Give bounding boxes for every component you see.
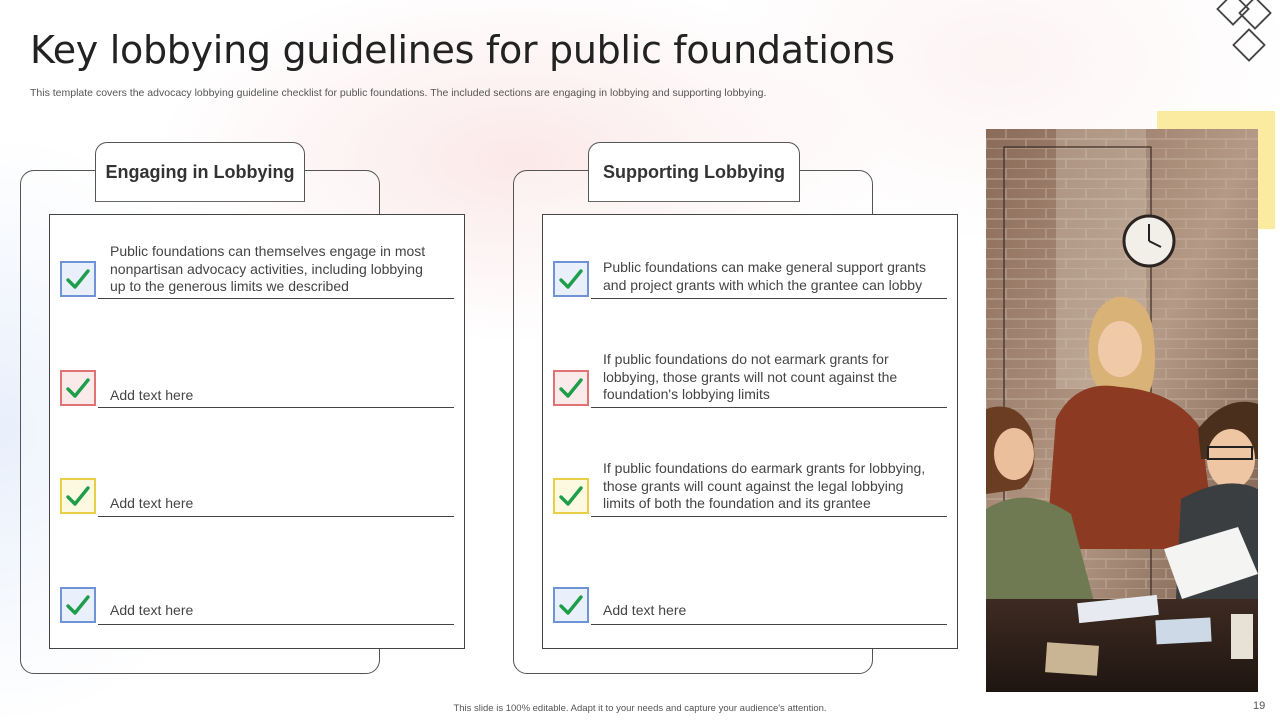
checkbox-left-2[interactable] bbox=[60, 370, 96, 406]
right-item-2-text: If public foundations do not earmark grants for lobbying, those grants will not count against the foundation's lobbying limits bbox=[603, 351, 898, 402]
check-mark-icon bbox=[65, 376, 91, 400]
checkbox-right-1[interactable] bbox=[553, 261, 589, 297]
page-title: Key lobbying guidelines for public foundations bbox=[30, 28, 895, 72]
right-item-1-text: Public foundations can make general support grants and project grants with which the grantee can lobby bbox=[603, 259, 926, 293]
checkbox-left-1[interactable] bbox=[60, 261, 96, 297]
check-mark-icon bbox=[558, 376, 584, 400]
check-mark-icon bbox=[558, 267, 584, 291]
check-mark-icon bbox=[65, 484, 91, 508]
page-subtitle: This template covers the advocacy lobbying guideline checklist for public foundations. The included sections are engaging in lobbying and supporting lobbying. bbox=[30, 87, 767, 99]
right-panel-heading: Supporting Lobbying bbox=[588, 142, 800, 202]
checkbox-right-3[interactable] bbox=[553, 478, 589, 514]
checkbox-left-4[interactable] bbox=[60, 587, 96, 623]
right-item-1-rule bbox=[591, 298, 947, 299]
checkbox-right-4[interactable] bbox=[553, 587, 589, 623]
left-item-3-text: Add text here bbox=[110, 495, 194, 511]
left-item-4-rule bbox=[98, 624, 454, 625]
right-item-4-text: Add text here bbox=[603, 602, 687, 618]
right-item-2-rule bbox=[591, 407, 947, 408]
right-item-3-text: If public foundations do earmark grants for lobbying, those grants will count against the legal lobbying limits of both the foundation and its grantee bbox=[603, 460, 926, 511]
left-item-3-rule bbox=[98, 516, 454, 517]
diamond-squares-logo bbox=[1208, 0, 1280, 66]
footer-note: This slide is 100% editable. Adapt it to your needs and capture your audience's attention. bbox=[453, 703, 827, 714]
left-item-1-text: Public foundations can themselves engage in most nonpartisan advocacy activities, including lobbying up to the generous limits we described bbox=[110, 243, 426, 294]
right-item-4-rule bbox=[591, 624, 947, 625]
left-item-2-rule bbox=[98, 407, 454, 408]
checkbox-left-3[interactable] bbox=[60, 478, 96, 514]
team-meeting-photo bbox=[986, 129, 1258, 692]
left-item-1-rule bbox=[98, 298, 454, 299]
left-item-4-text: Add text here bbox=[110, 602, 194, 618]
check-mark-icon bbox=[558, 484, 584, 508]
check-mark-icon bbox=[65, 267, 91, 291]
left-item-2-text: Add text here bbox=[110, 387, 194, 403]
right-item-3-rule bbox=[591, 516, 947, 517]
check-mark-icon bbox=[558, 593, 584, 617]
checkbox-right-2[interactable] bbox=[553, 370, 589, 406]
left-panel-heading: Engaging in Lobbying bbox=[95, 142, 305, 202]
check-mark-icon bbox=[65, 593, 91, 617]
page-number: 19 bbox=[1253, 700, 1266, 712]
